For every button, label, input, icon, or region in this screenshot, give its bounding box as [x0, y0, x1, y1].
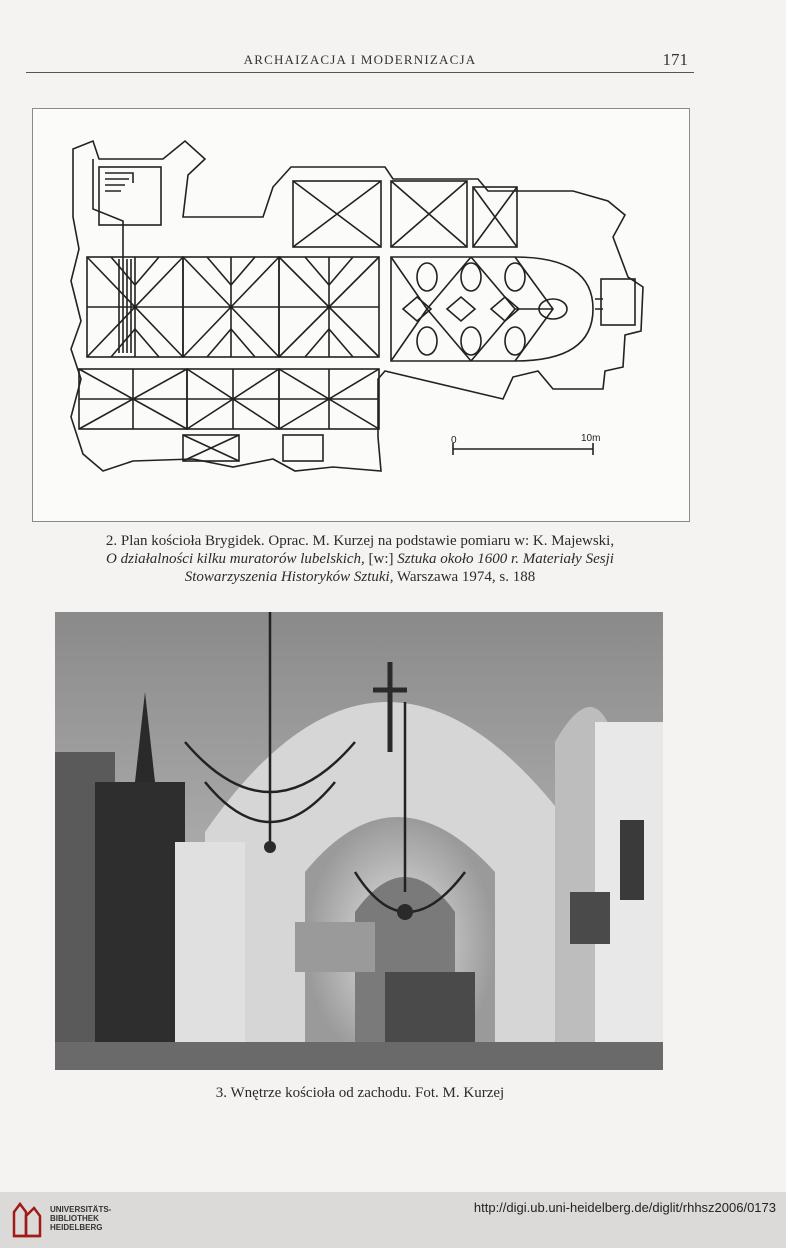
page-number: 171	[662, 50, 688, 69]
library-name-line-1: UNIVERSITÄTS-	[50, 1205, 112, 1214]
caption-2-line-3	[40, 568, 680, 586]
university-library-logo-icon	[10, 1200, 44, 1240]
library-footer	[0, 1192, 786, 1248]
church-floor-plan	[32, 108, 690, 522]
library-name-line-2: BIBLIOTHEK	[50, 1214, 99, 1223]
running-title: ARCHAIZACJA I MODERNIZACJA	[243, 52, 477, 67]
scale-start-label: 0	[451, 435, 457, 446]
scale-end-label: 10m	[581, 433, 601, 444]
caption-2-line-2	[40, 550, 680, 568]
interior-photo-drawing	[55, 612, 663, 1070]
figure-3-caption: 3. Wnętrze kościoła od zachodu. Fot. M. Kurzej	[215, 1085, 505, 1101]
library-name-line-3: HEIDELBERG	[50, 1223, 103, 1232]
figure-2-caption	[40, 532, 680, 586]
library-name	[50, 1205, 111, 1232]
caption-2-in: [w:]	[364, 551, 398, 567]
floor-plan-drawing	[33, 109, 689, 521]
page-header	[26, 50, 694, 73]
church-interior-photo	[55, 612, 663, 1070]
caption-2-source: Sztuka około 1600 r. Materiały Sesji	[397, 551, 614, 567]
caption-2-title: O działalności kilku muratorów lubelskich,	[106, 551, 365, 567]
caption-2-line-1: 2. Plan kościoła Brygidek. Oprac. M. Kurzej na podstawie pomiaru w: K. Majewski,	[105, 533, 615, 549]
caption-2-publication: Warszawa 1974, s. 188	[393, 569, 536, 585]
source-url-link[interactable]: http://digi.ub.uni-heidelberg.de/diglit/rhhsz2006/0173	[473, 1200, 776, 1215]
caption-2-source-cont: Stowarzyszenia Historyków Sztuki,	[184, 569, 394, 585]
